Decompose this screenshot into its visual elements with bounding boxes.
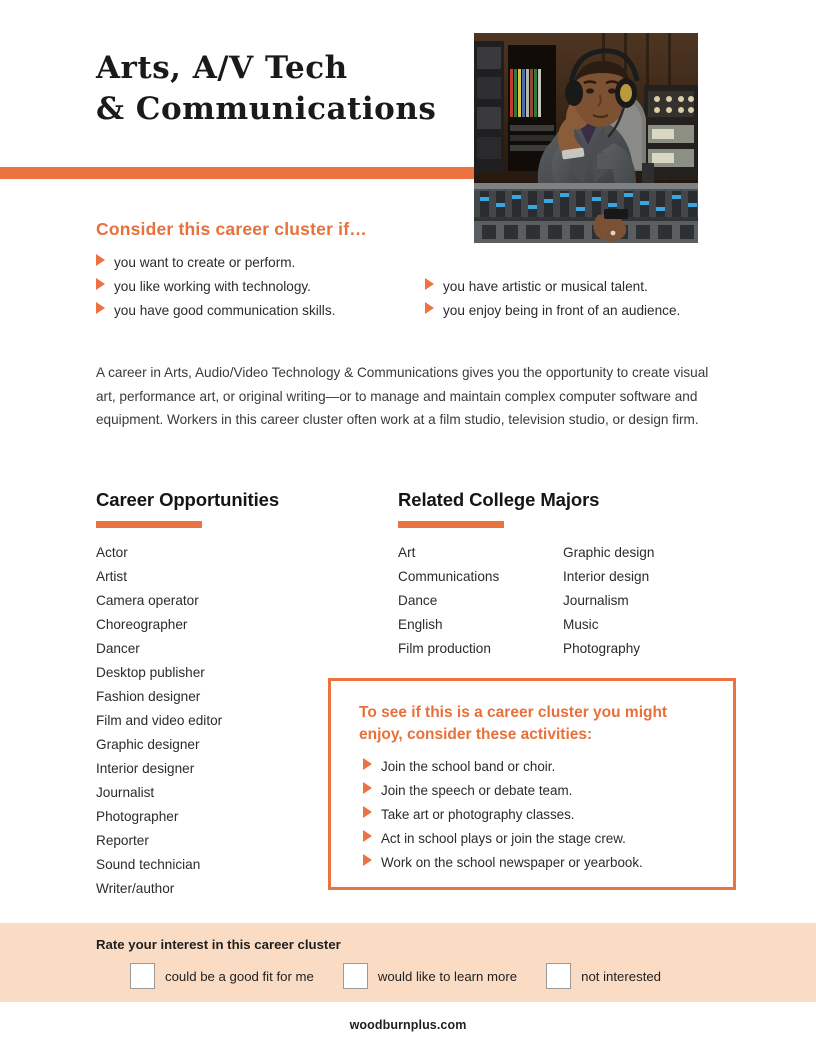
studio-photo: [474, 33, 698, 243]
list-item: Fashion designer: [96, 689, 201, 704]
list-item: Actor: [96, 545, 128, 560]
list-item: Camera operator: [96, 593, 199, 608]
list-item: Sound technician: [96, 857, 201, 872]
list-item: Artist: [96, 569, 127, 584]
rating-options: [130, 963, 661, 989]
list-item: Desktop publisher: [96, 665, 205, 680]
list-item: Reporter: [96, 833, 149, 848]
list-item: English: [398, 617, 443, 632]
triangle-bullet-icon: [425, 302, 434, 314]
list-item: [363, 755, 723, 779]
list-item: Music: [563, 617, 599, 632]
majors-list: [398, 541, 728, 661]
list-item: Graphic design: [563, 545, 655, 560]
list-item: [363, 827, 723, 851]
studio-photo-illustration: [474, 33, 698, 243]
list-item-label: you enjoy being in front of an audience.: [443, 303, 681, 318]
list-item: Dancer: [96, 641, 140, 656]
checkbox-not-interested[interactable]: [546, 963, 571, 989]
list-item: Graphic designer: [96, 737, 200, 752]
checkbox-good-fit[interactable]: [130, 963, 155, 989]
rating-option-learn-more[interactable]: [343, 963, 517, 989]
rating-option-label: not interested: [581, 968, 662, 984]
list-item: [96, 251, 426, 275]
list-item: Photography: [563, 641, 641, 656]
majors-heading-rule: [398, 521, 504, 528]
list-item: Dance: [398, 593, 438, 608]
site-url: woodburnplus.com: [349, 1018, 467, 1032]
list-item-label: you have artistic or musical talent.: [443, 279, 648, 294]
triangle-bullet-icon: [363, 806, 372, 818]
rating-title: Rate your interest in this career cluster: [96, 937, 341, 952]
list-item: Communications: [398, 569, 500, 584]
list-item: Writer/author: [96, 881, 175, 896]
careers-heading: Career Opportunities: [96, 489, 280, 510]
list-item: Photographer: [96, 809, 179, 824]
rating-option-good-fit[interactable]: [130, 963, 314, 989]
list-item: [363, 779, 723, 803]
careers-heading-rule: [96, 521, 202, 528]
majors-column-1: [398, 541, 563, 661]
triangle-bullet-icon: [363, 758, 372, 770]
activities-list: [363, 755, 723, 875]
list-item-label: Take art or photography classes.: [381, 807, 575, 822]
list-item-label: Act in school plays or join the stage crew.: [381, 831, 626, 846]
triangle-bullet-icon: [363, 830, 372, 842]
checkbox-learn-more[interactable]: [343, 963, 368, 989]
page-title-line-1: Arts, A/V Tech: [96, 50, 348, 86]
consider-heading: Consider this career cluster if…: [96, 219, 367, 239]
rating-band: [0, 923, 816, 1002]
list-item: Journalism: [563, 593, 629, 608]
list-item-label: Join the school band or choir.: [381, 759, 556, 774]
majors-column-2: [563, 541, 728, 661]
triangle-bullet-icon: [363, 854, 372, 866]
rating-option-not-interested[interactable]: [546, 963, 661, 989]
list-item-label: you want to create or perform.: [114, 255, 296, 270]
triangle-bullet-icon: [96, 254, 105, 266]
list-item: Interior design: [563, 569, 650, 584]
majors-heading: Related College Majors: [398, 489, 600, 510]
page-title-line-2: & Communications: [96, 91, 437, 128]
list-item-label: you like working with technology.: [114, 279, 311, 294]
careers-list: [96, 541, 326, 901]
consider-list-left: [96, 251, 426, 323]
rating-option-label: could be a good fit for me: [165, 968, 314, 984]
list-item: [363, 851, 723, 875]
list-item: Film production: [398, 641, 491, 656]
triangle-bullet-icon: [96, 302, 105, 314]
list-item: Interior designer: [96, 761, 195, 776]
list-item-label: you have good communication skills.: [114, 303, 336, 318]
triangle-bullet-icon: [96, 278, 105, 290]
list-item: Journalist: [96, 785, 155, 800]
intro-paragraph: A career in Arts, Audio/Video Technology & Communications gives you the opportunity to create visual art, performance art, or original writing—or to manage and maintain complex computer software and equipment. Workers in this career cluster often work at a film studio, television studio, or design firm.: [96, 365, 709, 427]
list-item: [363, 803, 723, 827]
rating-option-label: would like to learn more: [377, 968, 518, 984]
list-item: [96, 275, 426, 299]
triangle-bullet-icon: [425, 278, 434, 290]
list-item: Film and video editor: [96, 713, 223, 728]
list-item-label: Join the speech or debate team.: [381, 783, 573, 798]
list-item: [425, 299, 745, 323]
list-item: Choreographer: [96, 617, 188, 632]
activities-heading: To see if this is a career cluster you might enjoy, consider these activities:: [359, 704, 668, 743]
activities-callout-box: [328, 678, 736, 890]
page-title: [96, 48, 476, 130]
title-accent-rule: [0, 167, 474, 179]
list-item: Art: [398, 545, 416, 560]
list-item: [425, 275, 745, 299]
list-item-label: Work on the school newspaper or yearbook.: [381, 855, 643, 870]
consider-list-right: [425, 275, 745, 323]
triangle-bullet-icon: [363, 782, 372, 794]
list-item: [96, 299, 426, 323]
